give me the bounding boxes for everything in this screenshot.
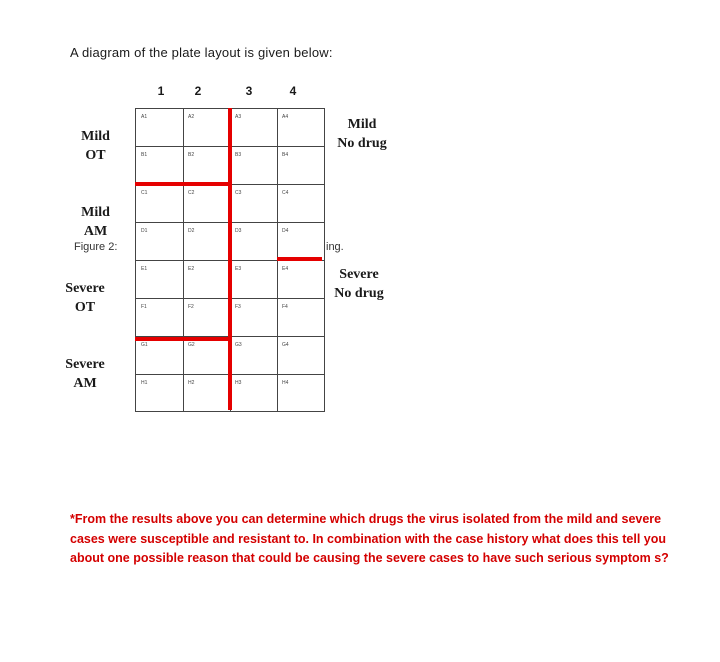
well-label: A3 bbox=[235, 114, 242, 120]
well-label: C4 bbox=[282, 190, 289, 196]
figure-caption-fragment-right: ing. bbox=[326, 241, 344, 253]
well-label: H1 bbox=[141, 380, 148, 386]
well-label: C1 bbox=[141, 190, 148, 196]
column-number: 2 bbox=[194, 84, 202, 98]
well-label: C2 bbox=[188, 190, 195, 196]
well-label: G3 bbox=[235, 342, 242, 348]
well-label: G4 bbox=[282, 342, 289, 348]
well-label: C3 bbox=[235, 190, 242, 196]
well-label: B3 bbox=[235, 152, 242, 158]
well-label: H4 bbox=[282, 380, 289, 386]
label-mild-am: Mild AM bbox=[81, 205, 110, 239]
well-label: F3 bbox=[235, 304, 241, 310]
divider-severe-ot-am bbox=[135, 337, 230, 341]
well-label: B4 bbox=[282, 152, 289, 158]
label-mild-ot: Mild OT bbox=[81, 129, 110, 163]
well-label: F2 bbox=[188, 304, 194, 310]
label-severe-ot: Severe OT bbox=[65, 281, 105, 315]
label-mild-nodrug: Mild No drug bbox=[337, 117, 387, 151]
well-label: B1 bbox=[141, 152, 148, 158]
well-label: F4 bbox=[282, 304, 288, 310]
question-text: *From the results above you can determine which drugs the virus isolated from the mild and severe cases were susceptible and resistant to. In combination with the case history what does this tell you about one possible reason that could be causing the severe cases to have such serious symptom s? bbox=[70, 512, 669, 565]
column-number: 4 bbox=[289, 84, 297, 98]
well-label: H3 bbox=[235, 380, 242, 386]
well-label: G1 bbox=[141, 342, 148, 348]
well-label: D3 bbox=[235, 228, 242, 234]
well-label: F1 bbox=[141, 304, 147, 310]
well-label: E3 bbox=[235, 266, 242, 272]
well-label: D4 bbox=[282, 228, 289, 234]
column-number: 1 bbox=[157, 84, 165, 98]
divider-vertical bbox=[228, 108, 232, 410]
intro-text: A diagram of the plate layout is given below: bbox=[70, 45, 333, 60]
well-label: B2 bbox=[188, 152, 195, 158]
label-severe-nodrug: Severe No drug bbox=[334, 267, 384, 301]
well-label: D1 bbox=[141, 228, 148, 234]
divider-mild-ot-am bbox=[135, 182, 230, 186]
figure-caption-fragment: Figure 2: bbox=[74, 241, 118, 253]
well-label: E4 bbox=[282, 266, 289, 272]
label-severe-am: Severe AM bbox=[65, 357, 105, 391]
well-label: G2 bbox=[188, 342, 195, 348]
well-label: A4 bbox=[282, 114, 289, 120]
well-label: D2 bbox=[188, 228, 195, 234]
well-label: E2 bbox=[188, 266, 195, 272]
well-label: A2 bbox=[188, 114, 195, 120]
well-label: A1 bbox=[141, 114, 148, 120]
divider-nodrug bbox=[277, 257, 322, 261]
column-number: 3 bbox=[245, 84, 253, 98]
well-label: E1 bbox=[141, 266, 148, 272]
well-label: H2 bbox=[188, 380, 195, 386]
